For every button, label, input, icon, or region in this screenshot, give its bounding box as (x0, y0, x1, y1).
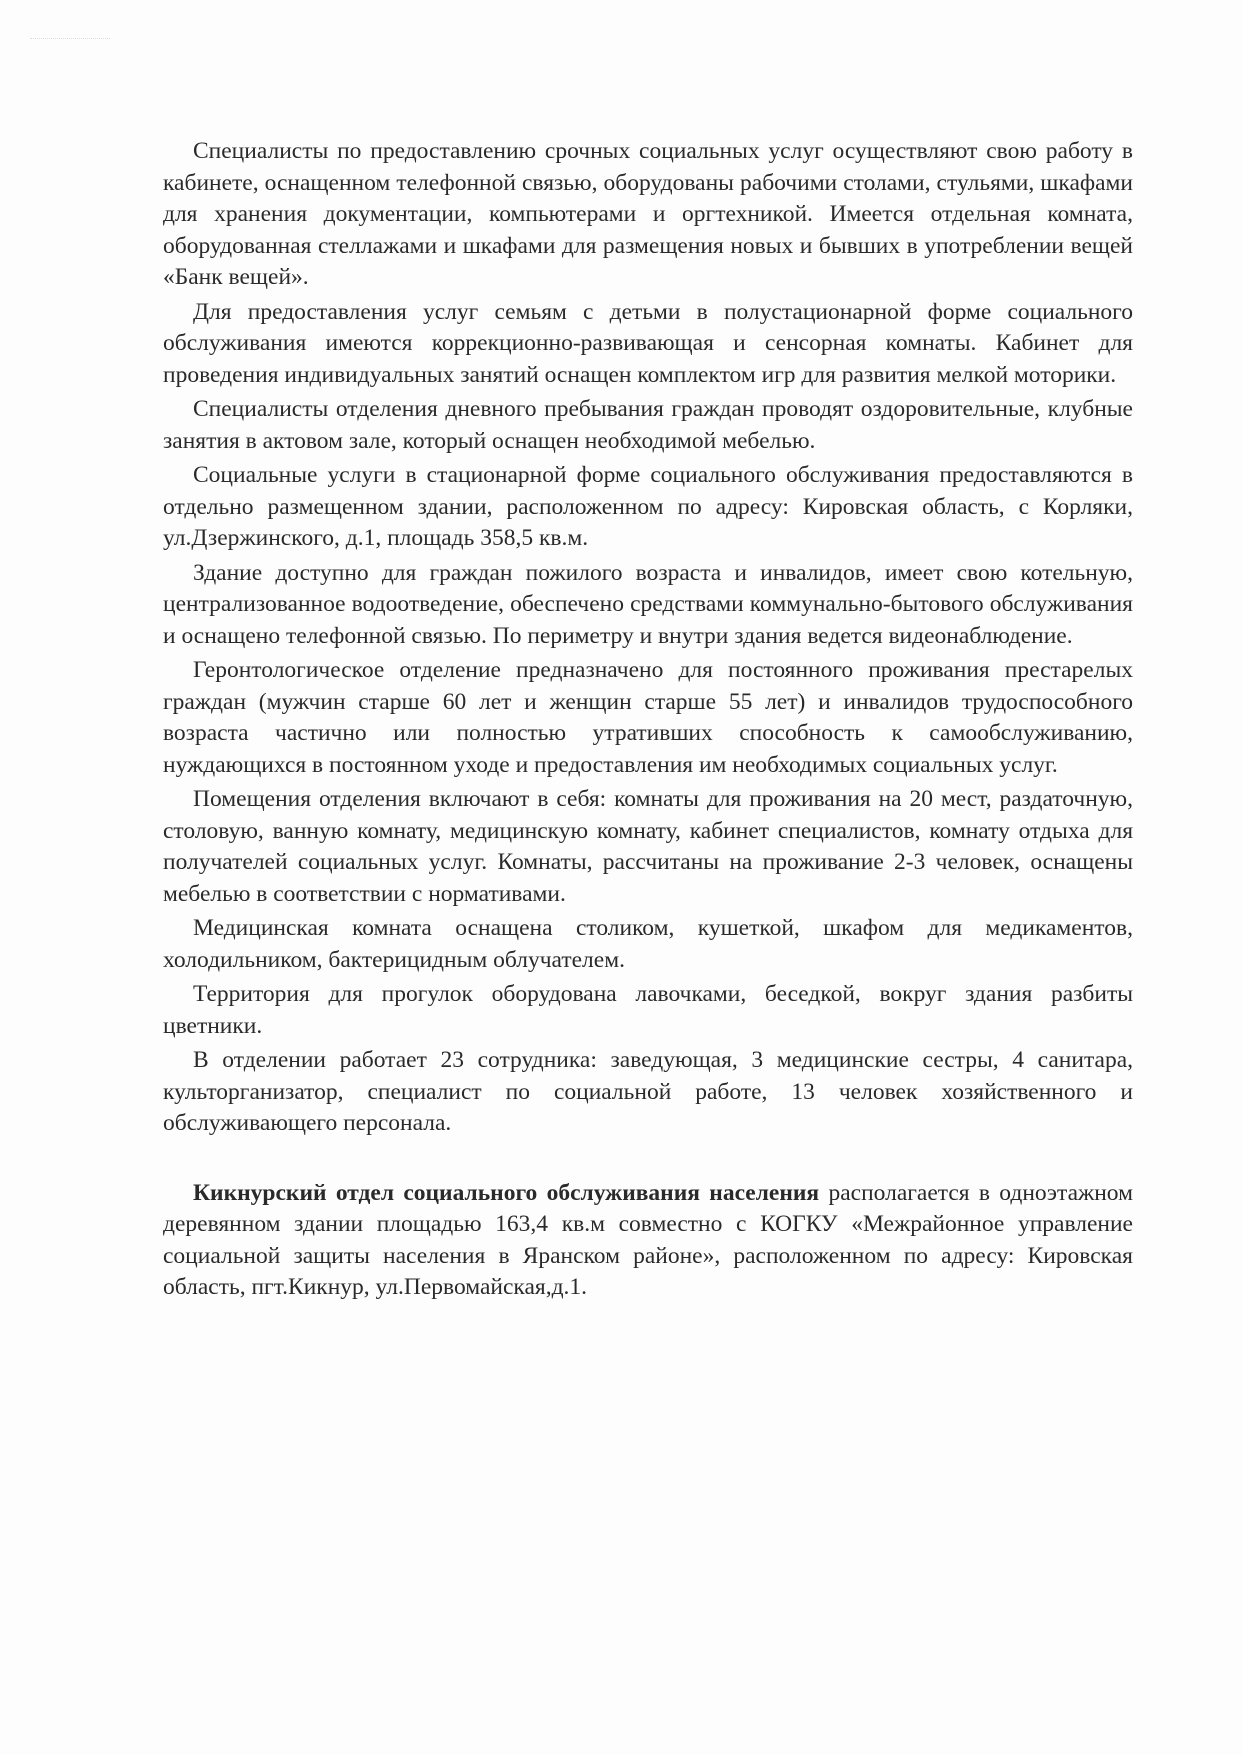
paragraph-building: Здание доступно для граждан пожилого возраста и инвалидов, имеет свою котельную, централизованное водоотведение, обеспечено средствами коммунально-бытового обслуживания и оснащено телефонной связью. По периметру и внутри здания ведется видеонаблюдение. (163, 559, 1133, 649)
paragraph-urgent-services: Специалисты по предоставлению срочных социальных услуг осуществляют свою работу в кабинете, оснащенном телефонной связью, оборудованы рабочими столами, стульями, шкафами для хранения документации, компьютерами и оргтехникой. Имеется отдельная комната, оборудованная стеллажами и шкафами для размещения новых и бывших в употреблении вещей «Банк вещей». (163, 138, 1133, 290)
paragraph-gerontology: Геронтологическое отделение предназначено для постоянного проживания престарелых граждан (мужчин старше 60 лет и женщин старше 55 лет) и инвалидов трудоспособного возраста частично или полностью утративших способность к самообслуживанию, нуждающихся в постоянном уходе и предоставления им необходимых социальных услуг. (163, 657, 1133, 778)
paragraph-staff: В отделении работает 23 сотрудника: заведующая, 3 медицинские сестры, 4 санитара, культорганизатор, специалист по социальной работе, 13 человек хозяйственного и обслуживающего персонала. (163, 1047, 1133, 1136)
paragraph-day-stay: Специалисты отделения дневного пребывания граждан проводят оздоровительные, клубные занятия в актовом зале, который оснащен необходимой мебелью. (163, 396, 1133, 454)
paragraph-stationary-services: Социальные услуги в стационарной форме социального обслуживания предоставляются в отдельно размещенном здании, расположенном по адресу: Кировская область, с Корляки, ул.Дзержинского, д.1, площадь 358,5 кв.м. (163, 462, 1133, 551)
paragraph-premises: Помещения отделения включают в себя: комнаты для проживания на 20 мест, раздаточную, столовую, ванную комнату, медицинскую комнату, кабинет специалистов, комнату отдыха для получателей социальных услуг. Комнаты, рассчитаны на проживание 2-3 человек, оснащены мебелью в соответствии с нормативами. (163, 786, 1133, 907)
paragraph-territory: Территория для прогулок оборудована лавочками, беседкой, вокруг здания разбиты цветники. (163, 981, 1133, 1039)
document-body (163, 136, 1133, 1304)
paragraph-medical-room: Медицинская комната оснащена столиком, кушеткой, шкафом для медикаментов, холодильником, бактерицидным облучателем. (163, 915, 1133, 973)
kiknur-department-title: Кикнурский отдел социального обслуживания населения (193, 1179, 820, 1206)
paragraph-families-children: Для предоставления услуг семьям с детьми в полустационарной форме социального обслуживания имеются коррекционно-развивающая и сенсорная комнаты. Кабинет для проведения индивидуальных занятий оснащен комплектом игр для развития мелкой моторики. (163, 298, 1133, 388)
kiknur-department-text: располагается в одноэтажном деревянном здании площадью 163,4 кв.м совместно с КОГКУ «Межрайонное управление социальной защиты населения в Яранском районе», расположенном по адресу: Кировская область, пгт.Кикнур, ул.Первомайская,д.1. (163, 1179, 1133, 1300)
paragraph-kiknur-department (163, 1178, 1133, 1304)
scan-artifact (30, 38, 110, 43)
